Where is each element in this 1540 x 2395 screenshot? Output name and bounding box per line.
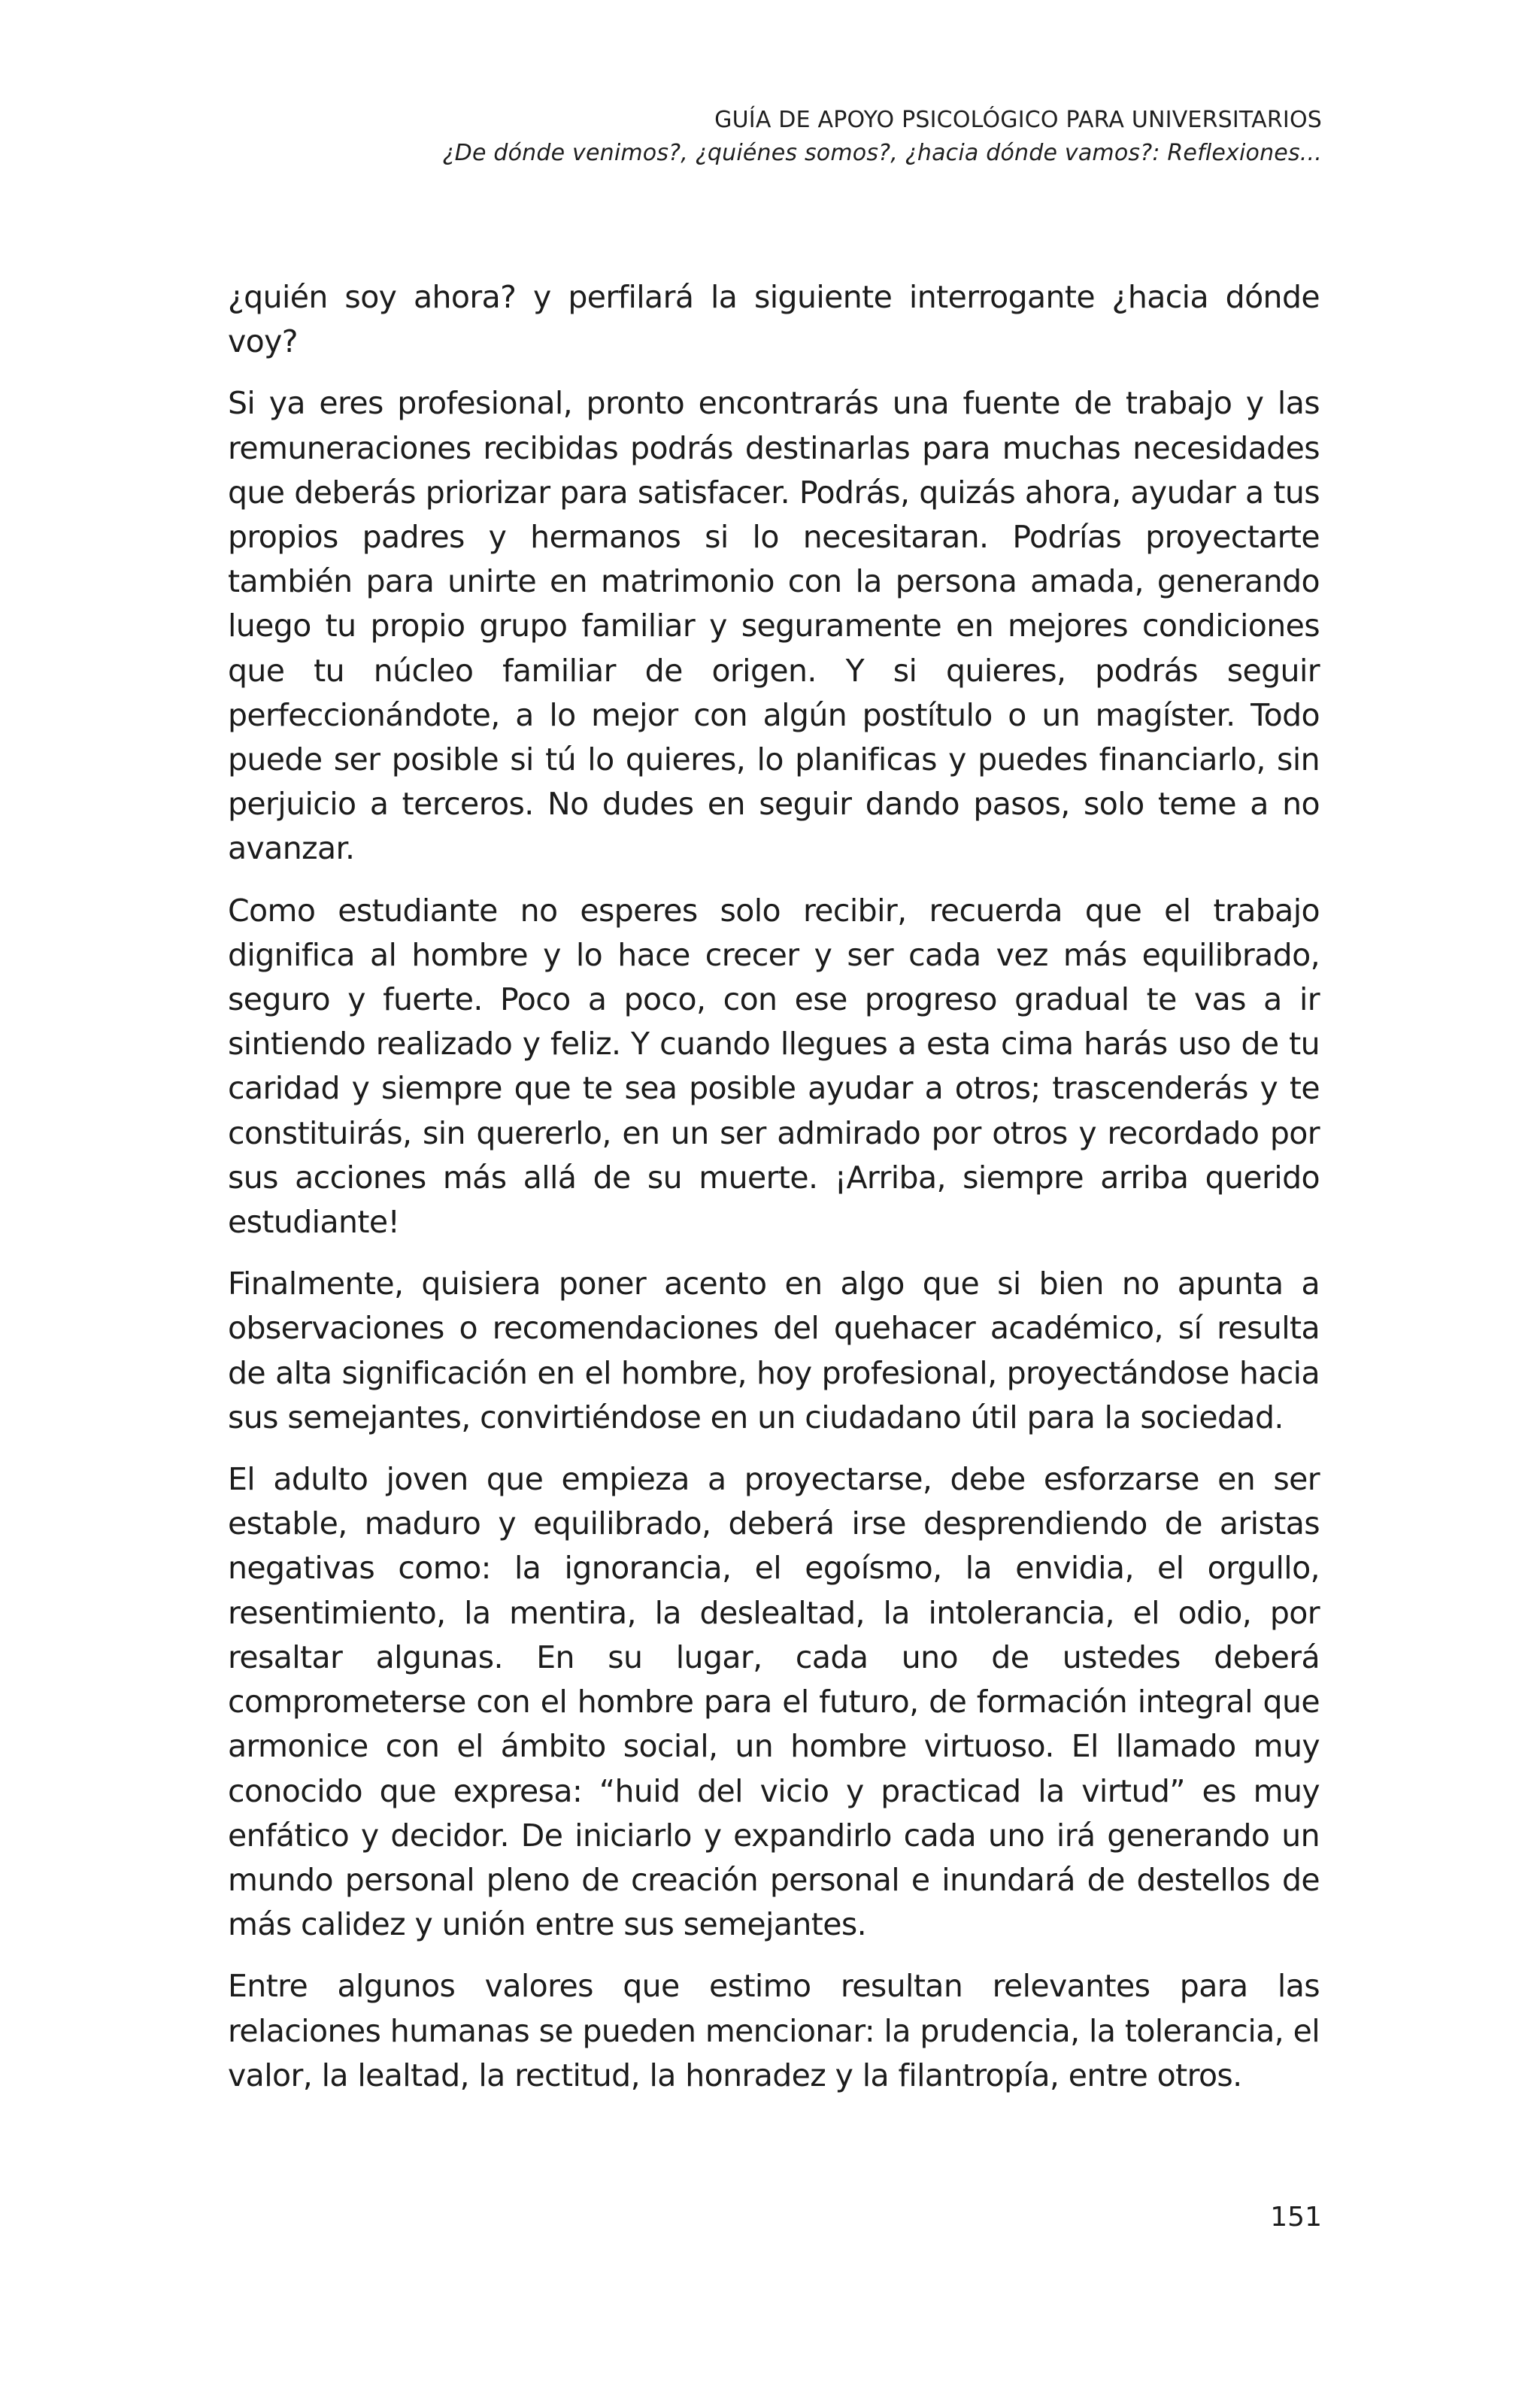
paragraph: Como estudiante no esperes solo recibir, recuerda que el trabajo dignifica al hombre y lo hace crecer y ser cada vez más equilibrado, seguro y fuerte. Poco a poco, con ese progreso gradual te vas a ir sintiendo realizado y feliz. Y cuando llegues a esta cima harás uso de tu caridad y siempre que te sea posible ayudar a otros; trascenderás y te constituirás, sin quererlo, en un ser admirado por otros y recordado por sus acciones más allá de su muerte. ¡Arriba, siempre arriba querido estudiante! xyxy=(228,892,1320,1241)
body-text xyxy=(228,275,1320,2115)
running-header-title: GUÍA DE APOYO PSICOLÓGICO PARA UNIVERSITARIOS xyxy=(714,107,1322,133)
page-number: 151 xyxy=(1270,2202,1322,2233)
running-header xyxy=(443,104,1322,170)
paragraph: ¿quién soy ahora? y perfilará la siguiente interrogante ¿hacia dónde voy? xyxy=(228,279,1320,360)
running-header-subtitle: ¿De dónde venimos?, ¿quiénes somos?, ¿hacia dónde vamos?: Reflexiones... xyxy=(442,140,1322,166)
paragraph: Entre algunos valores que estimo resultan relevantes para las relaciones humanas se pueden mencionar: la prudencia, la tolerancia, el valor, la lealtad, la rectitud, la honradez y la filantropía, entre otros. xyxy=(228,1968,1320,2093)
paragraph: Finalmente, quisiera poner acento en algo que si bien no apunta a observaciones o recomendaciones del quehacer académico, sí resulta de alta significación en el hombre, hoy profesional, proyectándose hacia sus semejantes, convirtiéndose en un ciudadano útil para la sociedad. xyxy=(228,1266,1320,1435)
paragraph: El adulto joven que empieza a proyectarse, debe esforzarse en ser estable, maduro y equilibrado, deberá irse desprendiendo de aristas negativas como: la ignorancia, el egoísmo, la envidia, el orgullo, resentimiento, la mentira, la deslealtad, la intolerancia, el odio, por resaltar algunas. En su lugar, cada uno de ustedes deberá comprometerse con el hombre para el futuro, de formación integral que armonice con el ámbito social, un hombre virtuoso. El llamado muy conocido que expresa: “huid del vicio y practicad la virtud” es muy enfático y decidor. De iniciarlo y expandirlo cada uno irá generando un mundo personal pleno de creación personal e inundará de destellos de más calidez y unión entre sus semejantes. xyxy=(228,1461,1320,1943)
paragraph: Si ya eres profesional, pronto encontrarás una fuente de trabajo y las remuneraciones recibidas podrás destinarlas para muchas necesidades que deberás priorizar para satisfacer. Podrás, quizás ahora, ayudar a tus propios padres y hermanos si lo necesitaran. Podrías proyectarte también para unirte en matrimonio con la persona amada, generando luego tu propio grupo familiar y seguramente en mejores condiciones que tu núcleo familiar de origen. Y si quieres, podrás seguir perfeccionándote, a lo mejor con algún postítulo o un magíster. Todo puede ser posible si tú lo quieres, lo planificas y puedes financiarlo, sin perjuicio a terceros. No dudes en seguir dando pasos, solo teme a no avanzar. xyxy=(228,385,1320,867)
